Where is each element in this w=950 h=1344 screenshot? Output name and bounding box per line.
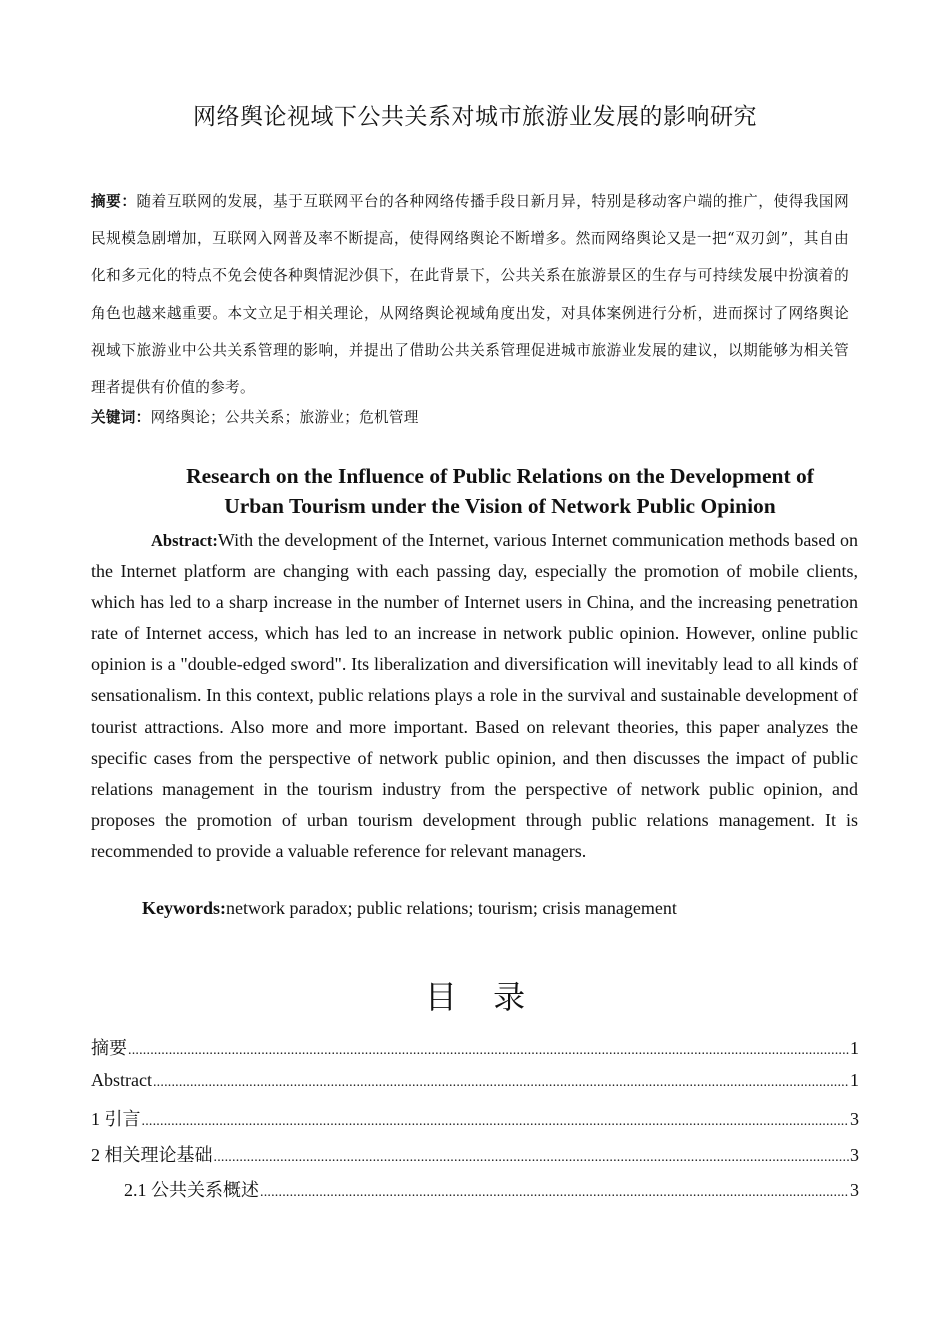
toc-leader-dots xyxy=(128,1043,849,1059)
toc-entry-page: 1 xyxy=(850,1069,859,1090)
toc-leader-dots xyxy=(153,1075,849,1091)
toc-entry-label: 2 相关理论基础 xyxy=(91,1144,213,1165)
toc-leader-dots xyxy=(142,1114,850,1130)
english-abstract-label: Abstract: xyxy=(151,531,218,550)
toc-entry-introduction[interactable] xyxy=(91,1105,859,1141)
toc-heading: 目 录 xyxy=(424,978,526,1016)
toc-entry-label: 1 引言 xyxy=(91,1109,141,1129)
toc-entry-page: 3 xyxy=(850,1109,859,1129)
table-of-contents xyxy=(91,1034,859,1212)
toc-leader-dots xyxy=(214,1150,850,1166)
english-keywords-text: network paradox; public relations; tourism; crisis management xyxy=(226,898,677,918)
english-keywords xyxy=(142,898,858,919)
chinese-abstract xyxy=(91,183,849,406)
chinese-abstract-text: 随着互联网的发展，基于互联网平台的各种网络传播手段日新月异，特别是移动客户端的推广，使得我国网民规模急剧增加，互联网入网普及率不断提高，使得网络舆论不断增多。然而网络舆论又是一把“双刃剑”，其自由化和多元化的特点不免会使各种舆情泥沙俱下，在此背景下，公共关系在旅游景区的生存与可持续发展中扮演着的角色也越来越重要。本文立足于相关理论，从网络舆论视域角度出发，对具体案例进行分析，进而探讨了网络舆论视域下旅游业中公共关系管理的影响，并提出了借助公共关系管理促进城市旅游业发展的建议，以期能够为相关管理者提供有价值的参考。 xyxy=(91,193,849,397)
toc-entry-theory[interactable] xyxy=(91,1141,859,1177)
toc-entry-page: 3 xyxy=(850,1144,859,1165)
chinese-keywords-text: 网络舆论；公共关系；旅游业；危机管理 xyxy=(150,409,419,426)
chinese-keywords-label: 关键词： xyxy=(91,409,151,426)
toc-entry-label: Abstract xyxy=(91,1069,152,1090)
toc-entry-pr-overview[interactable] xyxy=(91,1176,859,1212)
english-title-line-2: Urban Tourism under the Vision of Network Public Opinion xyxy=(224,494,776,518)
toc-entry-abstract-en[interactable] xyxy=(91,1070,859,1106)
chinese-keywords xyxy=(91,406,849,427)
toc-entry-page: 3 xyxy=(850,1180,859,1200)
english-title xyxy=(150,461,850,521)
english-title-line-1: Research on the Influence of Public Relations on the Development of xyxy=(186,464,814,488)
english-keywords-label: Keywords: xyxy=(142,898,226,918)
toc-entry-page: 1 xyxy=(850,1038,859,1058)
chinese-abstract-label: 摘要： xyxy=(91,193,137,210)
english-abstract-text: With the development of the Internet, various Internet communication methods based on the Internet platform are changing with each passing day, especially the promotion of mobile clients, which has led to a sharp increase in the number of Internet users in China, and the increasing penetration rate of Internet access, which has led to an increase in network public opinion. However, online public opinion is a "double-edged sword". Its liberalization and diversification will inevitably lead to all kinds of sensationalism. In this context, public relations plays a role in the survival and sustainable development of tourist attractions. Also more and more important. Based on relevant theories, this paper analyzes the specific cases from the perspective of network public opinion, and then discusses the impact of public relations management in the tourism industry from the perspective of network public opinion, and proposes the promotion of urban tourism development through public relations management. It is recommended to provide a valuable reference for relevant managers. xyxy=(91,530,858,861)
toc-entry-label: 摘要 xyxy=(91,1038,127,1058)
chinese-title: 网络舆论视域下公共关系对城市旅游业发展的影响研究 xyxy=(193,104,757,130)
toc-leader-dots xyxy=(260,1185,849,1201)
toc-entry-abstract-cn[interactable] xyxy=(91,1034,859,1070)
toc-entry-label: 2.1 公共关系概述 xyxy=(124,1180,259,1200)
english-abstract xyxy=(91,525,858,867)
